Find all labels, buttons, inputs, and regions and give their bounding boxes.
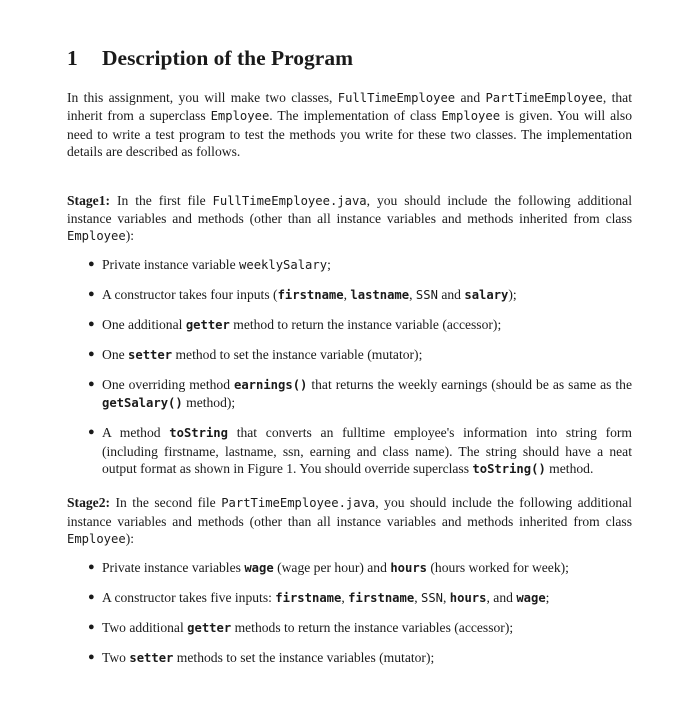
bullet-icon: ● [88,317,95,330]
code-class-name: FullTimeEmployee [337,91,456,105]
list-item: ● One setter method to set the instance variable (mutator); [88,346,423,362]
bullet-icon: ● [88,257,95,270]
list-item: ● A constructor takes five inputs: firstname, firstname, SSN, hours, and wage; [88,589,550,605]
code-file-name: PartTimeEmployee.java [221,496,376,511]
list-item: ● A constructor takes four inputs (firstname, lastname, SSN and salary); [88,286,517,302]
stage2-paragraph [67,494,632,548]
list-item: ● Private instance variables wage (wage per hour) and hours (hours worked for week); [88,559,569,575]
bullet-icon: ● [88,426,95,439]
stage1-label: Stage1: [67,192,111,208]
text: , you should include the following additional instance variables and methods (other than all instance variables and methods inherited from class [67,495,632,529]
stage2-label: Stage2: [67,495,111,511]
list-item: ● Two setter methods to set the instance variables (mutator); [88,649,435,665]
intro-paragraph [67,89,632,161]
bullet-icon: ● [88,590,95,603]
text: ): [125,531,135,547]
section-title: Description of the Program [102,46,353,70]
code-file-name: FullTimeEmployee.java [212,193,367,208]
code-class-name: Employee [441,109,501,124]
text: is given. You will also need to write a test program to test the methods you write for these two classes. The implementation details are described as follows. [67,108,633,160]
bullet-icon: ● [88,287,95,300]
list-item: ● One additional getter method to return the instance variable (accessor); [88,316,502,332]
list-item: ● Private instance variable weeklySalary; [88,256,331,272]
bullet-icon: ● [88,347,95,360]
section-heading [67,44,632,72]
document-page [67,44,632,679]
text: , that inherit from a superclass [67,90,632,124]
code-class-name: PartTimeEmployee [485,91,603,105]
bullet-icon: ● [88,620,95,633]
code-class-name: Employee [67,532,126,547]
stage2-section [67,494,632,667]
text: In the first file [110,192,213,208]
stage1-list [67,256,632,479]
bullet-icon: ● [88,560,95,573]
code-class-name: Employee [67,229,126,244]
bullet-icon: ● [88,377,95,390]
text: ): [125,228,135,244]
stage1-paragraph [67,192,632,246]
bullet-icon: ● [88,650,95,663]
text: . The implementation of class [269,108,442,124]
list-item: ● One overriding method earnings() that returns the weekly earnings (should be as same as the getSalary() method); [88,376,632,411]
code-class-name: Employee [210,109,270,124]
section-number: 1 [67,46,78,70]
text: In the second file [110,495,222,511]
stage2-list [67,559,632,667]
text: In this assignment, you will make two classes, [67,90,338,105]
list-item: ● A method toString that converts an fulltime employee's information into string form (including firstname, lastname, ssn, earning and class name). The string should have a neat output format as shown in Figure 1. You should override superclass toString() method. [88,425,633,477]
text: , you should include the following additional instance variables and methods (other than all instance variables and methods inherited from class [67,192,632,227]
text: and [455,90,486,105]
list-item: ● Two additional getter methods to return the instance variables (accessor); [88,619,514,635]
